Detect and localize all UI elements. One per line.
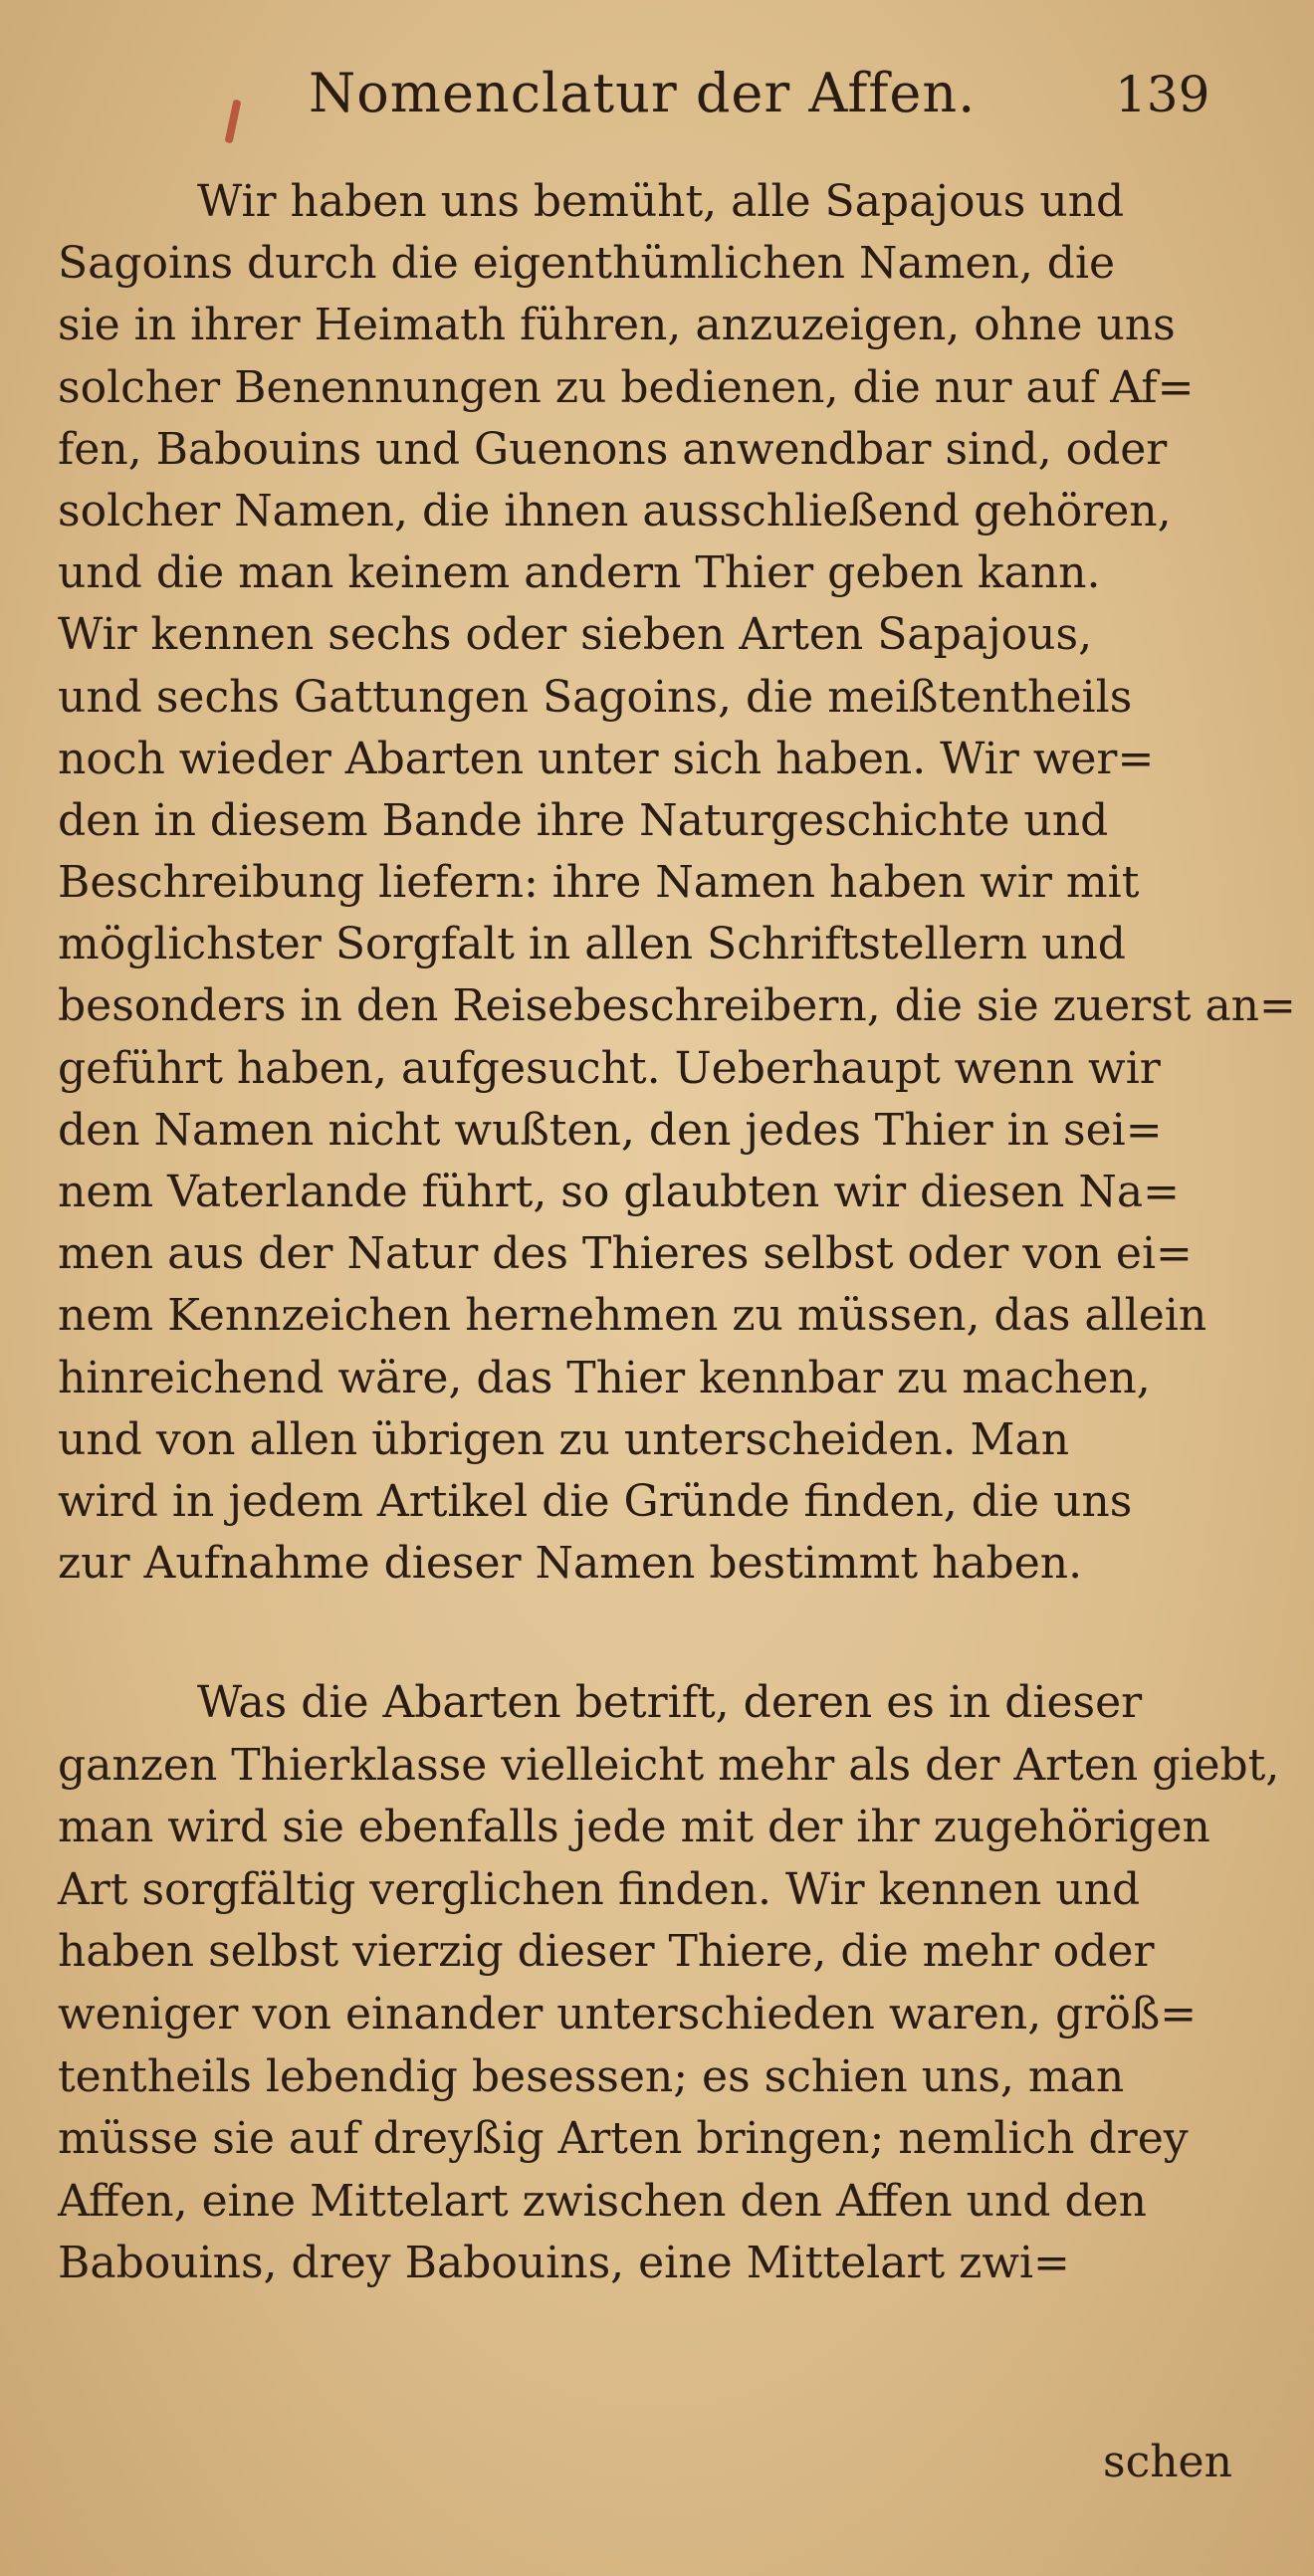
text-line: men aus der Natur des Thieres selbst oder von ei= bbox=[58, 1228, 1193, 1280]
page-number: 139 bbox=[1115, 66, 1210, 123]
text-line: und die man keinem andern Thier geben kann. bbox=[58, 547, 1101, 599]
text-line: müsse sie auf dreyßig Arten bringen; nemlich drey bbox=[58, 2113, 1189, 2165]
text-line: Affen, eine Mittelart zwischen den Affen und den bbox=[58, 2175, 1147, 2227]
text-line: noch wieder Abarten unter sich haben. Wir wer= bbox=[58, 733, 1155, 784]
text-line: Was die Abarten betrift, deren es in dieser bbox=[197, 1677, 1143, 1728]
text-line: hinreichend wäre, das Thier kennbar zu machen, bbox=[58, 1352, 1151, 1403]
text-line: Wir kennen sechs oder sieben Arten Sapajous, bbox=[58, 609, 1093, 661]
text-line: man wird sie ebenfalls jede mit der ihr zugehörigen bbox=[58, 1802, 1210, 1853]
text-line: zur Aufnahme dieser Namen bestimmt haben. bbox=[58, 1538, 1083, 1590]
text-line: und von allen übrigen zu unterscheiden. Man bbox=[58, 1413, 1070, 1465]
text-line: haben selbst vierzig dieser Thiere, die mehr oder bbox=[58, 1926, 1155, 1978]
text-line: Wir haben uns bemüht, alle Sapajous und bbox=[197, 176, 1125, 227]
text-line: weniger von einander unterschieden waren, größ= bbox=[58, 1988, 1198, 2039]
paragraph-1 bbox=[58, 171, 1296, 1595]
running-title: Nomenclatur der Affen. bbox=[309, 62, 977, 124]
text-line: den in diesem Bande ihre Naturgeschichte und bbox=[58, 794, 1109, 846]
page-header bbox=[0, 62, 1314, 141]
text-line: solcher Namen, die ihnen ausschließend gehören, bbox=[58, 485, 1172, 537]
text-line: solcher Benennungen zu bedienen, die nur auf Af= bbox=[58, 361, 1195, 413]
paragraph-2 bbox=[58, 1672, 1280, 2295]
text-line: nem Vaterlande führt, so glaubten wir diesen Na= bbox=[58, 1167, 1180, 1217]
text-line: und sechs Gattungen Sagoins, die meißtentheils bbox=[58, 671, 1133, 723]
text-line: Art sorgfältig verglichen finden. Wir kennen und bbox=[58, 1863, 1141, 1915]
text-line: geführt haben, aufgesucht. Ueberhaupt wenn wir bbox=[58, 1042, 1161, 1094]
text-line: Beschreibung liefern: ihre Namen haben wir mit bbox=[58, 857, 1140, 909]
text-line: besonders in den Reisebeschreibern, die sie zuerst an= bbox=[58, 980, 1296, 1032]
text-line: Babouins, drey Babouins, eine Mittelart zwi= bbox=[58, 2238, 1070, 2289]
text-line: wird in jedem Artikel die Gründe finden, die uns bbox=[58, 1475, 1133, 1527]
text-line: sie in ihrer Heimath führen, anzuzeigen, ohne uns bbox=[58, 300, 1176, 351]
text-line: ganzen Thierklasse vielleicht mehr als der Arten giebt, bbox=[58, 1739, 1280, 1791]
text-line: tentheils lebendig besessen; es schien uns, man bbox=[58, 2050, 1125, 2102]
text-line: nem Kennzeichen hernehmen zu müssen, das allein bbox=[58, 1290, 1207, 1342]
text-line: möglichster Sorgfalt in allen Schriftstellern und bbox=[58, 919, 1126, 970]
text-line: fen, Babouins und Guenons anwendbar sind, oder bbox=[58, 423, 1168, 475]
text-line: Sagoins durch die eigenthümlichen Namen, die bbox=[58, 238, 1116, 290]
text-line: den Namen nicht wußten, den jedes Thier in sei= bbox=[58, 1104, 1163, 1156]
catchword: schen bbox=[1103, 2437, 1232, 2487]
